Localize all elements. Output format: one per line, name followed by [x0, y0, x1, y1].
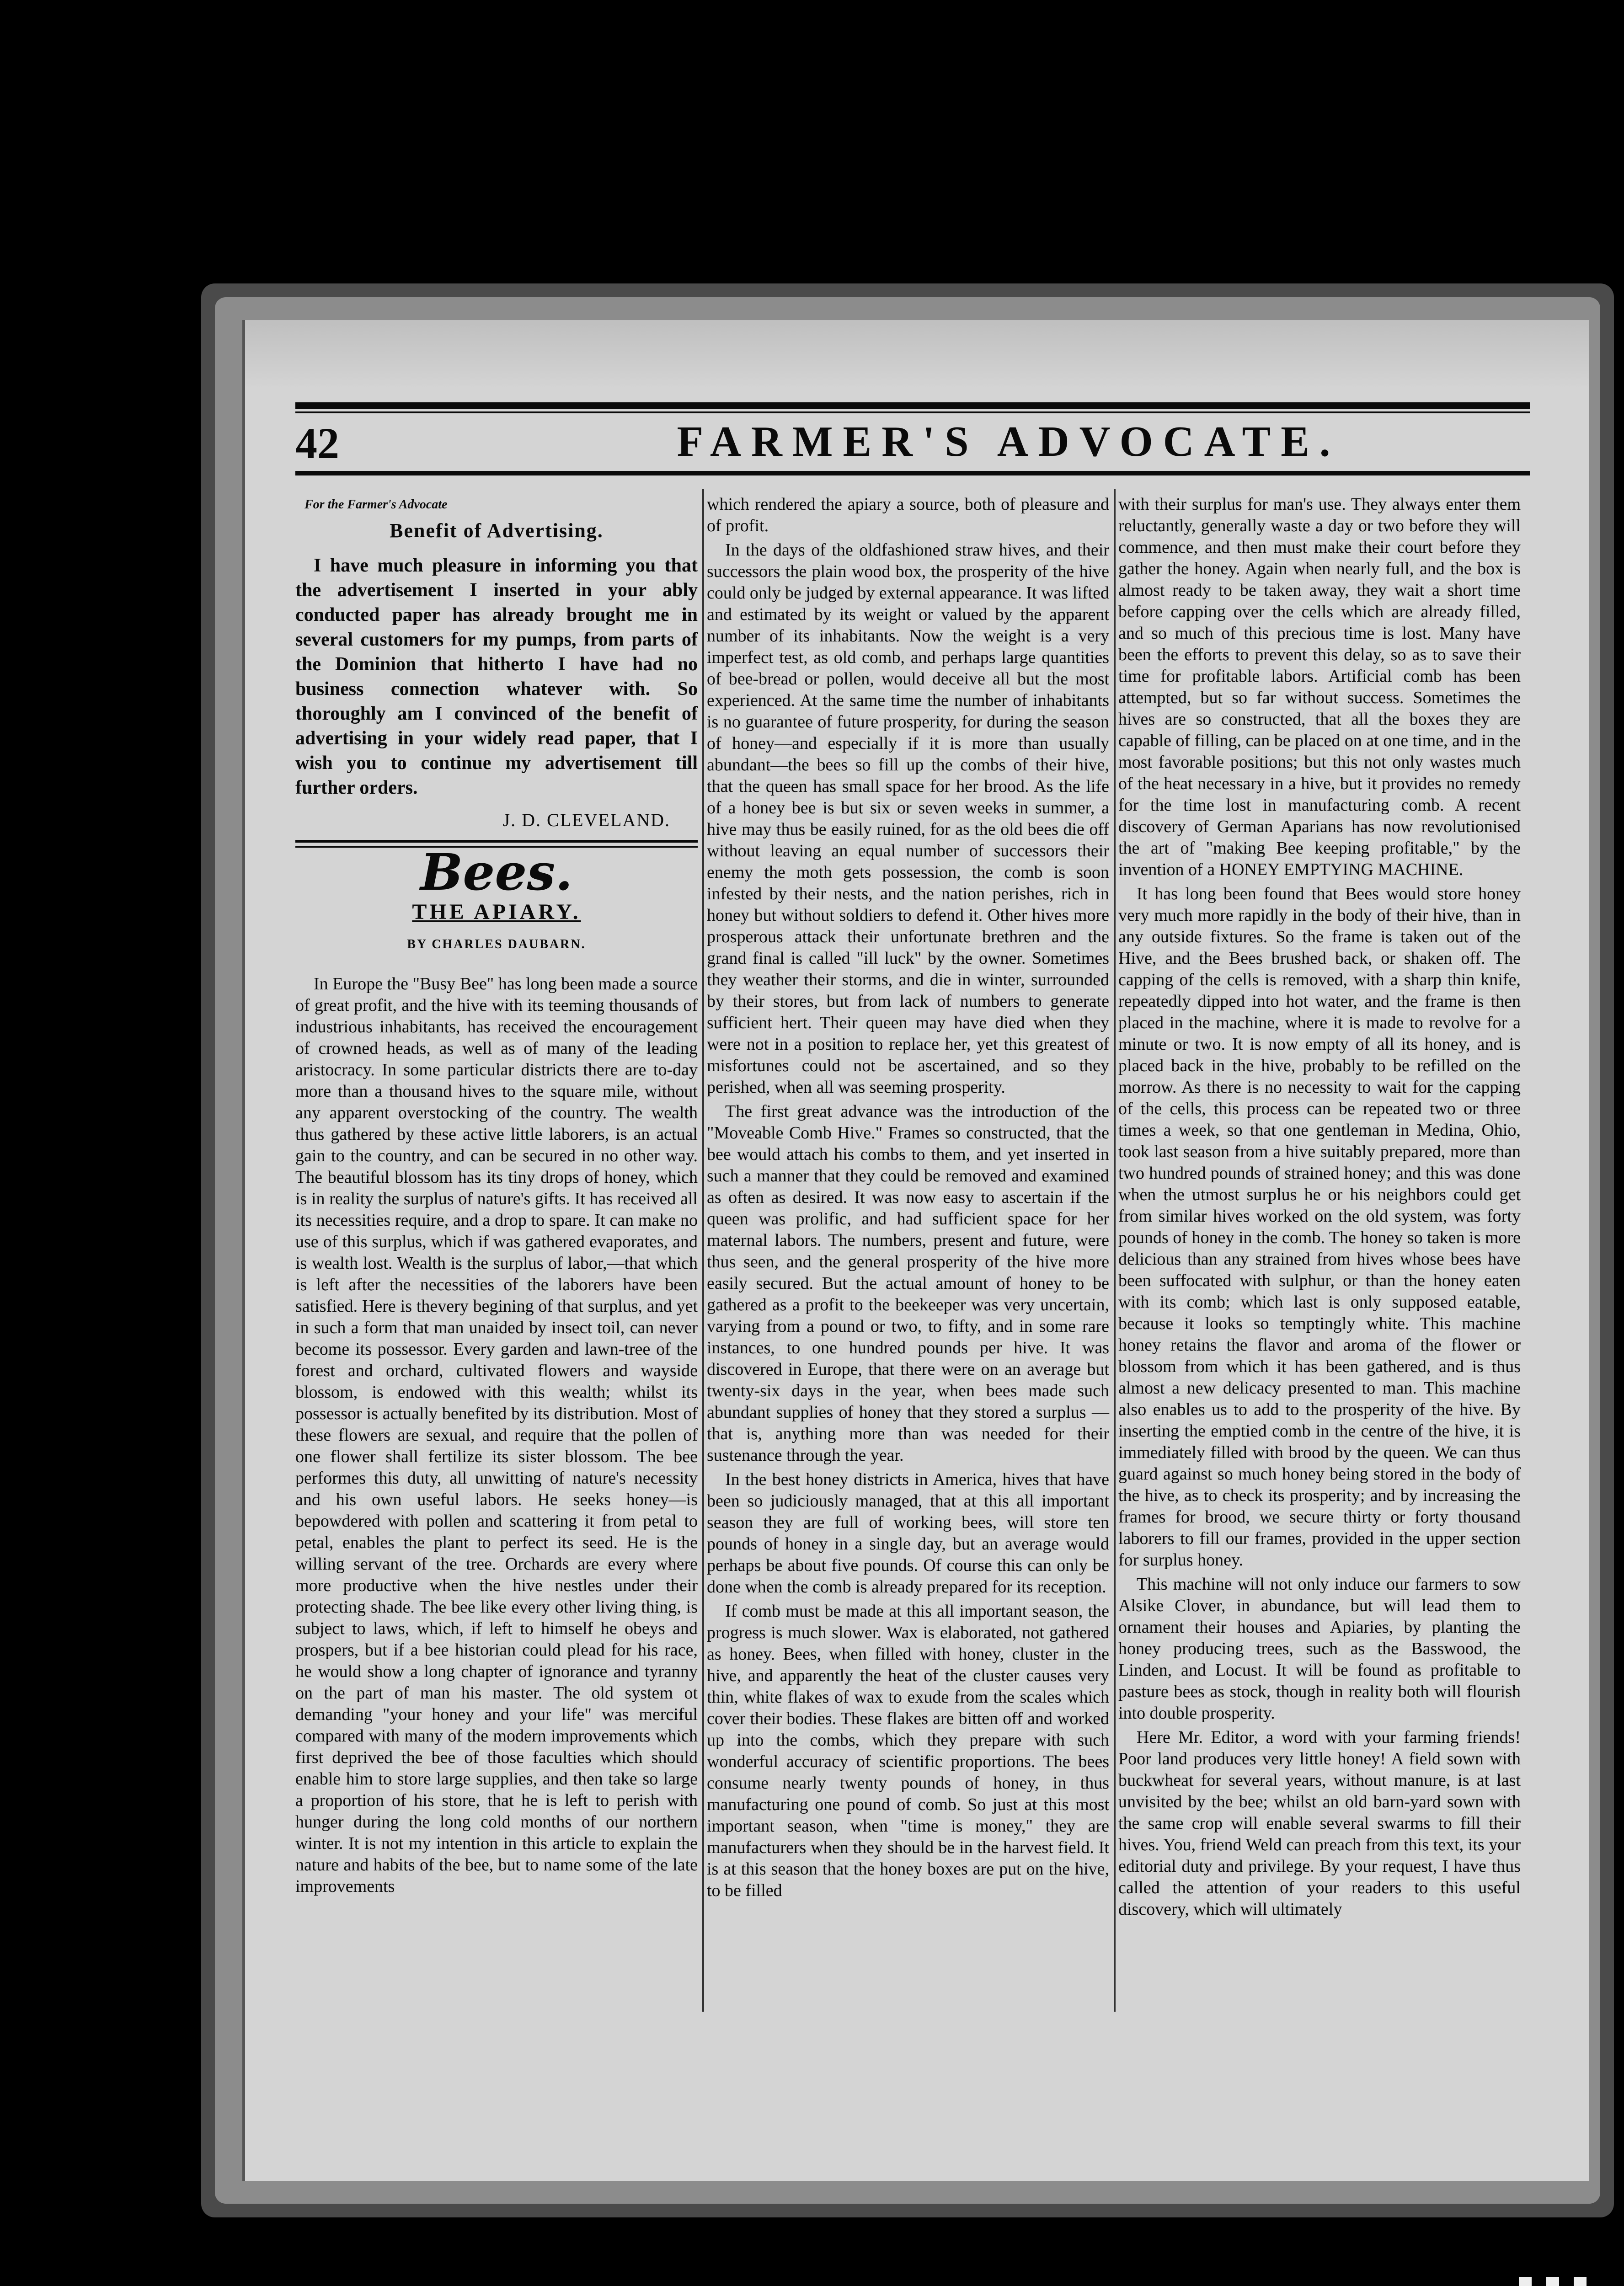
advertisement-signature: J. D. CLEVELAND.: [502, 810, 670, 830]
column-3: [1118, 494, 1521, 1923]
page-top-shadow: [245, 320, 1589, 389]
page-number: 42: [295, 419, 339, 468]
masthead-rule-thick: [295, 402, 1530, 409]
journal-title: FARMER'S ADVOCATE.: [677, 418, 1341, 465]
column-2: [707, 494, 1109, 1904]
article-paragraph: This machine will not only induce our farmers to sow Alsike Clover, in abundance, but will lead them to ornament their houses and Apiaries, by planting the honey producing trees, such as the Basswood, the Linden, and Locust. It will be found as profitable to pasture bees as stock, though in reality both will flourish into double prosperity.: [1118, 1575, 1521, 1723]
masthead: [295, 402, 1530, 480]
column-separator: [1114, 489, 1116, 2012]
article-paragraph: which rendered the apiary a source, both of pleasure and of profit.: [707, 495, 1109, 535]
advertisement-title: Benefit of Advertising.: [390, 519, 604, 542]
masthead-rule-thin: [295, 411, 1530, 413]
scanner-edge-bars: [1514, 2277, 1606, 2286]
scanner-bar: [1519, 2277, 1532, 2286]
article-paragraph: with their surplus for man's use. They always enter them reluctantly, generally waste a day or two before they will commence, and then must make their court before they gather the honey. Again when nearly full, and the box is almost ready to be taken away, they wait a short time before capping over the cells which are already filled, and so much of this precious time is lost. Many have been the efforts to prevent this delay, so as to save their time for profitable labors. Artificial comb has been attempted, but so far without success. Sometimes the hives are so constructed, that all the boxes they are capable of filling, can be placed on at one time, and in the most favorable positions; but this not only wastes much of the heat necessary in a hive, but it provides no remedy for the time lost in manufacturing comb. A recent discovery of German Aparians has now revolutionised the art of "making Bee keeping profitable," by the invention of a HONEY EMPTYING MACHINE.: [1118, 495, 1521, 879]
article-paragraph: In the best honey districts in America, hives that have been so judiciously managed, that at this all important season they are full of working bees, will store ten pounds of honey in a single day, but an average would perhaps be about five pounds. Of course this can only be done when the comb is already prepared for its reception.: [707, 1470, 1109, 1597]
article-paragraph: In Europe the "Busy Bee" has long been made a source of great profit, and the hive with its teeming thousands of industrious inhabitants, has received the encouragement of crowned heads, as well as of many of the leading aristocracy. In some particular districts there are to-day more than a thousand hives to the square mile, without any apparent overstocking of the country. The wealth thus gathered by these active little laborers, is an actual gain to the country, and can be secured in no other way. The beautiful blossom has its tiny drops of honey, which is in reality the surplus of nature's gifts. It has received all its necessities require, and a drop to spare. It can make no use of this surplus, which if was gathered evaporates, and is wealth lost. Wealth is the surplus of labor,—that which is left after the necessities of the laborers have been satisfied. Here is thevery begining of that surplus, and yet in such a form that man unaided by insect toil, can never become its possessor. Every garden and lawn-tree of the forest and orchard, cultivated flowers and wayside blossom, is endowed with this wealth; whilst its possessor is actually benefited by its distribution. Most of these flowers are sexual, and require that the pollen of one flower shall fertilize its sister blossom. The bee performes this duty, all unwitting of nature's necessity and his own useful labors. He seeks honey—is bepowdered with pollen and scattering it from petal to petal, enables the plant to perfect its seed. He is the willing servant of the tree. Orchards are every where more productive when the hive nestles under their protecting shade. The bee like every other living thing, is subject to laws, which, if left to himself he obeys and prospers, but if a bee historian could plead for his race, he would show a long chapter of ignorance and tyranny on the part of man his master. The old system ot demanding "your honey and your life" was merciful compared with many of the modern improvements which first deprived the bee of those faculties which should enable him to store large supplies, and then take so large a proportion of his store, that he is left to perish with hunger during the long cold months of our northern winter. It is not my intention in this article to explain the nature and habits of the bee, but to name some of the late improvements: [295, 974, 698, 1896]
article-paragraph: In the days of the oldfashioned straw hives, and their successors the plain wood box, the prosperity of the hive could only be judged by external appearance. It was lifted and estimated by its weight or valued by the apparent number of its inhabitants. Now the weight is a very imperfect test, as old comb, and perhaps large quantities of bee-bread or pollen, would deceive all but the most experienced. At the same time the number of inhabitants is no guarantee of future prosperity, for during the season of honey—and especially if it is more than usually abundant—the bees so fill up the combs of their hive, that the queen has small space for her brood. As the life of a honey bee is but six or seven weeks in summer, a hive may thus be easily ruined, for as the old bees die off without leaving an equal number of successors their enemy the moth gets possession, the comb is soon infested by their nests, and the nation perishes, rich in honey but without soldiers to defend it. Other hives more prosperous attack their unfortunate brethren and the grand final is called "ill luck" by the owner. Sometimes they weather their storms, and die in winter, surrounded by their stores, but from lack of numbers to generate sufficient hert. Their queen may have died when they were not in a position to replace her, yet this greatest of misfortunes could not be ascertained, and so they perished, when all was seeming prosperity.: [707, 540, 1109, 1097]
advertisement-source: For the Farmer's Advocate: [304, 497, 448, 512]
masthead-rule-bottom: [295, 471, 1530, 475]
advertisement-paragraph: I have much pleasure in informing you that the advertisement I inserted in your ably conducted paper has already brought me in several customers for my pumps, from parts of the Dominion that hitherto I have had no business connection whatever with. So thoroughly am I convinced of the benefit of advertising in your widely read paper, that I wish you to continue my advertisement till further orders.: [295, 555, 698, 798]
article-byline: BY CHARLES DAUBARN.: [407, 937, 586, 951]
column-separator: [702, 489, 704, 2012]
newspaper-page: [242, 320, 1589, 2181]
scanner-bar: [1574, 2277, 1587, 2286]
section-heading: Bees.: [420, 843, 573, 902]
column-1: [295, 494, 698, 1900]
article-paragraph: If comb must be made at this all important season, the progress is much slower. Wax is elaborated, not gathered as honey. Bees, when filled with honey, cluster in the hive, and apparently the heat of the cluster causes very thin, white flakes of wax to exude from the scales which cover their bodies. These flakes are bitten off and worked up into the combs, which they prepare with such wonderful accuracy of scientific proportions. The bees consume nearly twenty pounds of honey, in thus manufacturing one pound of comb. So just at this most important season, when "time is money," they are manufacturers when they should be in the harvest field. It is at this season that the honey boxes are put on the hive, to be filled: [707, 1602, 1109, 1900]
article-paragraph: It has long been found that Bees would store honey very much more rapidly in the body of their hive, than in any outside fixtures. So the frame is taken out of the Hive, and the Bees brushed back, or shaken off. The capping of the cells is removed, with a sharp thin knife, repeatedly dipped into hot water, and the frame is then placed in the machine, where it is made to revolve for a minute or two. It is now empty of all its honey, and is placed back in the hive, probably to be refilled on the morrow. As there is no necessity to wait for the capping of the cells, this process can be repeated two or three times a week, so that one gentleman in Medina, Ohio, took last season from a hive suitably prepared, more than two hundred pounds of strained honey; and this was done when the utmost surplus he or his neighbors could get from similar hives worked on the old system, was forty pounds of honey in the comb. The honey so taken is more delicious than any strained from hives whose bees have been suffocated with sulphur, or than the honey eaten with its comb; which last is only supposed eatable, because it looks so temptingly white. This machine honey retains the flavor and aroma of the flower or blossom from which it has been gathered, and is thus almost a new delicacy presented to man. This machine also enables us to add to the prosperity of the hive. By inserting the emptied comb in the centre of the hive, it is immediately filled with brood by the queen. We can thus guard against so much honey being stored in the body of the hive, as to check its prosperity; and by increasing the frames for brood, we secure thirty or forty thousand laborers to fill our frames, provided in the upper section for surplus honey.: [1118, 884, 1521, 1570]
article-paragraph: The first great advance was the introduction of the "Moveable Comb Hive." Frames so constructed, that the bee would attach his combs to them, and yet inserted in such a manner that they could be removed and examined as often as desired. It was now easy to ascertain if the queen was prolific, and had sufficient space for her maternal labors. The numbers, present and future, were thus seen, and the general prosperity of the hive more easily secured. But the actual amount of honey to be gathered as a profit to the beekeeper was very uncertain, varying from a pound or two, to fifty, and in some rare instances, to one hundred pounds per hive. It was discovered in Europe, that there were on an average but twenty-six days in the year, when bees made such abundant supplies of honey that they stored a surplus —that is, anything more than was needed for their sustenance through the year.: [707, 1102, 1109, 1465]
scanner-bar: [1546, 2277, 1559, 2286]
article-paragraph: Here Mr. Editor, a word with your farming friends! Poor land produces very little honey! A field sown with buckwheat for several years, without manure, is at last unvisited by the bee; whilst an old barn-yard sown with the same crop will enable several swarms to fill their hives. You, friend Weld can preach from this text, its your editorial duty and privilege. By your request, I have thus called the attention of your readers to this useful discovery, which will ultimately: [1118, 1728, 1521, 1919]
article-title: THE APIARY.: [412, 900, 581, 924]
